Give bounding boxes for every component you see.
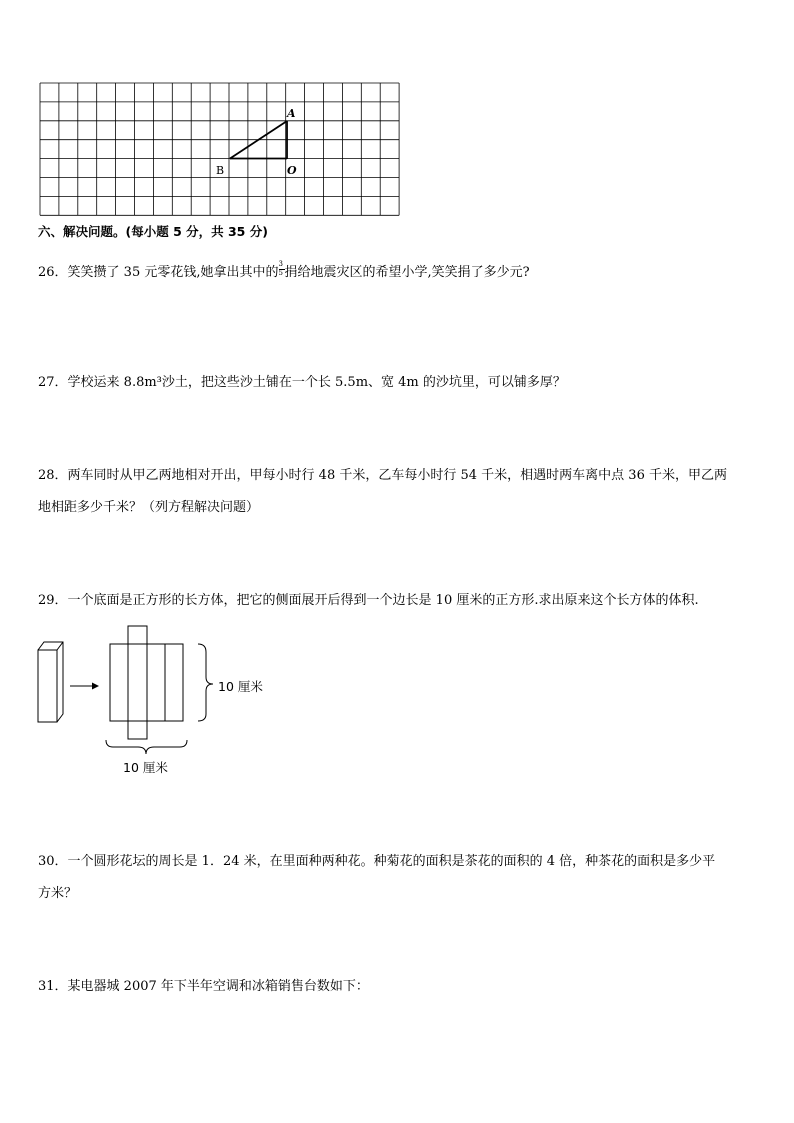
unfolded-net [110, 626, 183, 739]
fraction-three-fifths: $\frac{3}{5}$ [278, 260, 283, 277]
bottom-length-label: 10 厘米 [123, 760, 168, 775]
question-27 [38, 368, 566, 398]
cuboid-drawing [38, 642, 63, 722]
question-text: 一个圆形花坛的周长是 1．24 米，在里面种两种花。种菊花的面积是茶花的面积的 4 倍，种茶花的面积是多少平 [67, 854, 716, 869]
point-label-a: A [287, 107, 296, 120]
question-number: 31． [38, 979, 68, 994]
grid-figure [0, 0, 400, 222]
question-text: 笑笑攒了 35 元零花钱,她拿出其中的 [67, 265, 279, 280]
question-number: 27． [38, 375, 68, 390]
question-text: 学校运来 8.8m³沙土，把这些沙土铺在一个长 5.5m、宽 4m 的沙坑里，可以铺多厚？ [67, 375, 566, 390]
right-brace [198, 644, 213, 721]
arrow-right [70, 683, 99, 690]
question-text-line2: 地相距多少千米？（列方程解决问题） [38, 500, 260, 515]
question-28 [38, 461, 727, 523]
question-30 [38, 847, 715, 909]
question-26 [38, 258, 530, 288]
question-number: 29． [38, 593, 68, 608]
question-29 [38, 586, 699, 616]
side-length-label: 10 厘米 [218, 679, 263, 694]
point-label-o: O [287, 164, 297, 177]
bottom-brace [106, 740, 187, 754]
question-text: 一个底面是正方形的长方体，把它的侧面展开后得到一个边长是 10 厘米的正方形.求出原来这个长方体的体积. [67, 593, 699, 608]
cuboid-net-figure [30, 620, 300, 780]
question-31 [38, 972, 369, 1002]
question-number: 28． [38, 468, 68, 483]
question-text-line2: 方米？ [38, 886, 78, 901]
point-label-b: B [216, 164, 225, 177]
question-number: 30． [38, 854, 68, 869]
question-number: 26． [38, 265, 68, 280]
section-heading: 六、解决问题。(每小题 5 分，共 35 分) [38, 224, 268, 239]
question-text: 某电器城 2007 年下半年空调和冰箱销售台数如下： [67, 979, 369, 994]
question-text: 两车同时从甲乙两地相对开出，甲每小时行 48 千米，乙车每小时行 54 千米，相遇时两车离中点 36 千米，甲乙两 [67, 468, 727, 483]
question-text: 捐给地震灾区的希望小学,笑笑捐了多少元? [284, 265, 530, 280]
